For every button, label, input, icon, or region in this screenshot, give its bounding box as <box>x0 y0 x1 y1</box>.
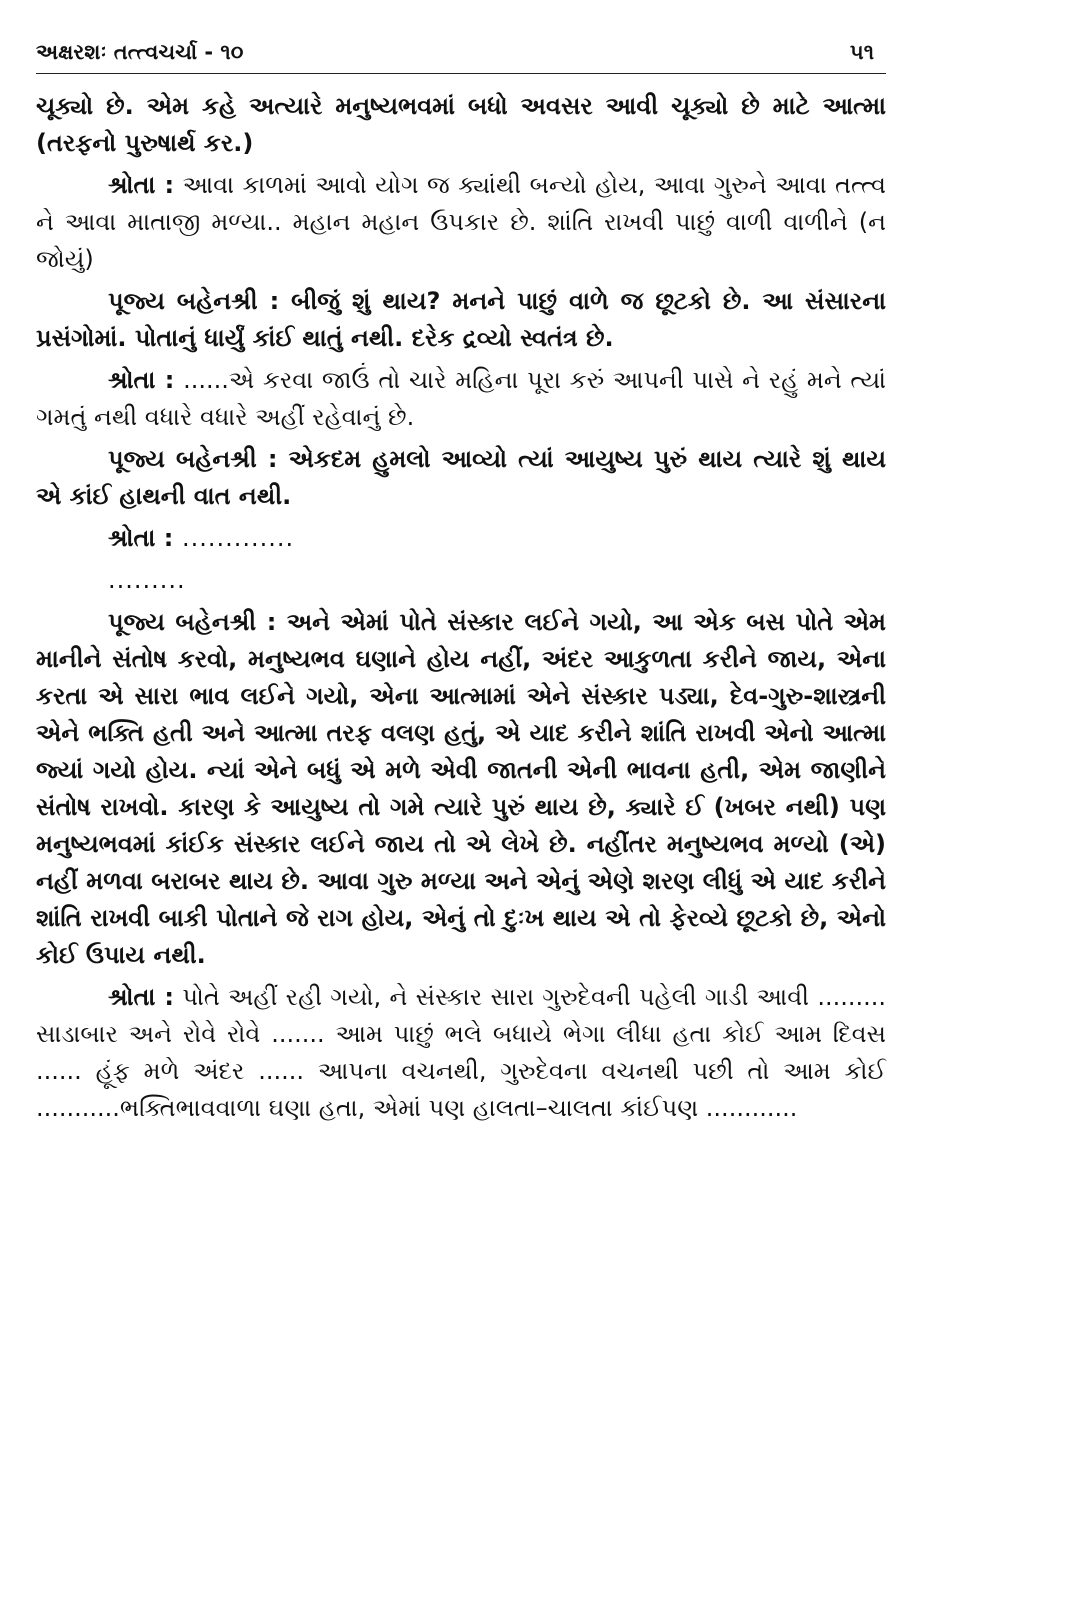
speaker-label: શ્રોતા : <box>108 171 175 199</box>
paragraph <box>36 520 886 557</box>
paragraph-text: આવા કાળમાં આવો યોગ જ ક્યાંથી બન્યો હોય, આવા ગુરુને આવા તત્ત્વ ને આવા માતાજી મળ્યા.. મહાન મહાન ઉપકાર છે. શાંતિ રાખવી પાછું વાળી વાળીને (ન જોયું) <box>36 171 886 273</box>
ellipsis-text: ......... <box>108 566 186 594</box>
paragraph <box>36 88 886 162</box>
paragraph <box>36 362 886 436</box>
paragraph-text: અને એમાં પોતે સંસ્કાર લઈને ગયો, આ એક બસ પોતે એમ માનીને સંતોષ કરવો, મનુષ્યભવ ઘણાને હોય નહીં, અંદર આકુળતા કરીને જાય, એના કરતા એ સારા ભાવ લઈને ગયો, એના આત્મામાં એને સંસ્કાર પડ્યા, દેવ-ગુરુ-શાસ્ત્રની એને ભક્તિ હતી અને આત્મા તરફ વલણ હતું, એ યાદ કરીને શાંતિ રાખવી એનો આત્મા જ્યાં ગયો હોય. ન્યાં એને બધું એ મળે એવી જાતની એની ભાવના હતી, એમ જાણીને સંતોષ રાખવો. કારણ કે આયુષ્ય તો ગમે ત્યારે પુરું થાય છે, ક્યારે ઈ (ખબર નથી) પણ મનુષ્યભવમાં કાંઈક સંસ્કાર લઈને જાય તો એ લેખે છે. નહીંતર મનુષ્યભવ મળ્યો (એ) નહીં મળવા બરાબર થાય છે. આવા ગુરુ મળ્યા અને એનું એણે શરણ લીધું એ યાદ કરીને શાંતિ રાખવી બાકી પોતાને જે રાગ હોય, એનું તો દુઃખ થાય એ તો ફેરવ્યે છૂટકો છે, એનો કોઈ ઉપાય નથી. <box>36 608 886 969</box>
page-number: ૫૧ <box>849 40 874 64</box>
paragraph <box>36 441 886 515</box>
paragraph <box>36 562 886 599</box>
paragraph <box>36 283 886 357</box>
speaker-label: પૂજ્ય બહેનશ્રી : <box>108 287 280 315</box>
speaker-label: પૂજ્ય બહેનશ્રી : <box>108 445 278 473</box>
paragraph <box>36 604 886 974</box>
page-header <box>36 40 886 74</box>
ellipsis-text: ............. <box>173 524 295 552</box>
paragraph-text: ચૂક્યો છે. એમ કહે અત્યારે મનુષ્યભવમાં બધો અવસર આવી ચૂક્યો છે માટે આત્મા (તરફનો પુરુષાર્થ કર.) <box>36 92 886 157</box>
paragraph <box>36 167 886 278</box>
paragraph-text: ......એ કરવા જાઉં તો ચારે મહિના પૂરા કરું આપની પાસે ને રહું મને ત્યાં ગમતું નથી વધારે વધારે અહીં રહેવાનું છે. <box>36 366 886 431</box>
speaker-label: શ્રોતા : <box>108 366 175 394</box>
speaker-label: શ્રોતા : <box>108 524 174 552</box>
paragraph-text: પોતે અહીં રહી ગયો, ને સંસ્કાર સારા ગુરુદેવની પહેલી ગાડી આવી ......... સાડાબાર અને રોવે રોવે ....... આમ પાછું ભલે બધાયે ભેગા લીધા હતા કોઈ આમ દિવસ ...... હૂંફ મળે અંદર ...... આપના વચનથી, ગુરુદેવના વચનથી પછી તો આમ કોઈ ...........ભક્તિભાવવાળા ઘણા હતા, એમાં પણ હાલતા–ચાલતા કાંઈપણ ............ <box>36 983 886 1122</box>
paragraph <box>36 979 886 1127</box>
speaker-label: શ્રોતા : <box>108 983 174 1011</box>
paragraph-text: બીજું શું થાય? મનને પાછું વાળે જ છૂટકો છે. આ સંસારના પ્રસંગોમાં. પોતાનું ધાર્યું કાંઈ થાતું નથી. દરેક દ્રવ્યો સ્વતંત્ર છે. <box>36 287 886 352</box>
document-page <box>36 40 886 1132</box>
running-title: અક્ષરશઃ તત્ત્વચર્ચા - ૧૦ <box>36 40 244 64</box>
speaker-label: પૂજ્ય બહેનશ્રી : <box>108 608 277 636</box>
page-body <box>36 88 886 1127</box>
paragraph-text: એકદમ હુમલો આવ્યો ત્યાં આયુષ્ય પુરું થાય ત્યારે શું થાય એ કાંઈ હાથની વાત નથી. <box>36 445 886 510</box>
